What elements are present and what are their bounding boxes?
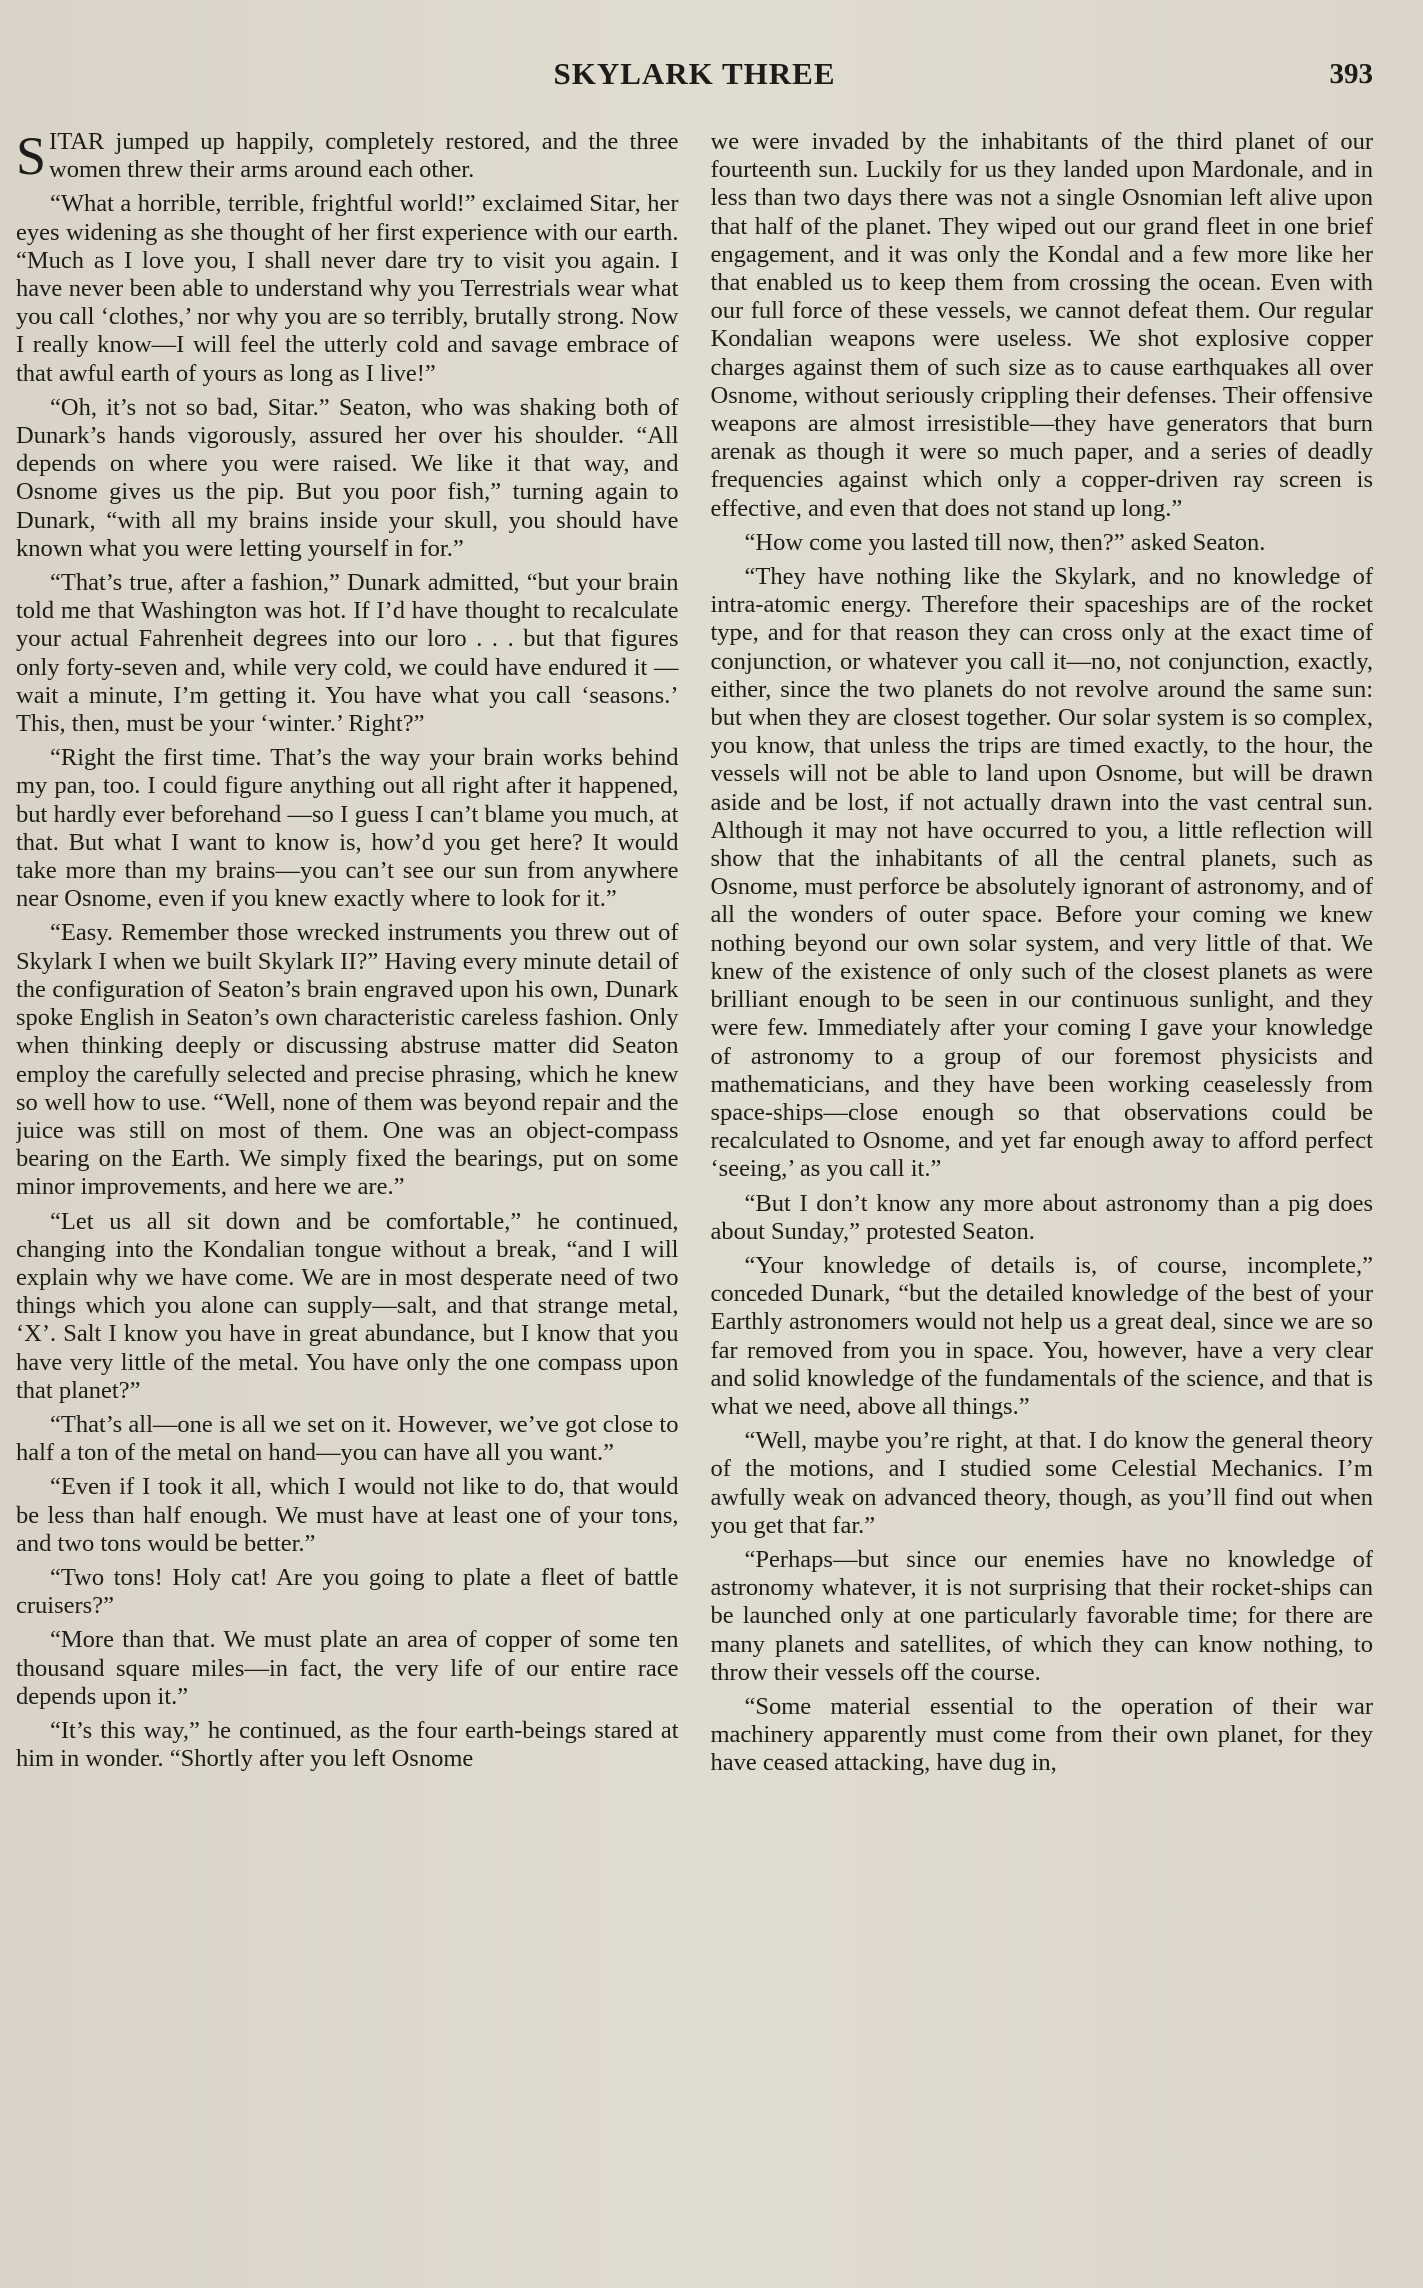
paragraph: “That’s all—one is all we set on it. However, we’ve got close to half a ton of the metal on hand—you can have all you want.” — [16, 1410, 679, 1467]
paragraph: “More than that. We must plate an area of copper of some ten thousand square miles—in fact, the very life of our entire race depends upon it.” — [16, 1626, 679, 1710]
paragraph: we were invaded by the inhabitants of the third planet of our fourteenth sun. Luckily for us they landed upon Mardonale, and in less than two days there was not a single Osnomian left alive upon that half of the planet. They wiped out our grand fleet in one brief engagement, and it was only the Kondal and a few more like her that enabled us to keep them from crossing the ocean. Even with our full force of these vessels, we cannot defeat them. Our regular Kondalian weapons were useless. We shot explosive copper charges against them of such size as to cause earthquakes all over Osnome, without seriously crippling their defenses. Their offensive weapons are almost irresistible—they have generators that burn arenak as though it were so much paper, and a series of deadly frequencies against which only a copper-driven ray screen is effective, and even that does not stand up long.” — [710, 128, 1373, 522]
paragraph: “Some material essential to the operation of their war machinery apparently must come from their own planet, for they have ceased attacking, have dug in, — [710, 1692, 1373, 1777]
paragraph — [16, 128, 679, 184]
page-header — [16, 56, 1373, 106]
paragraph: “Right the first time. That’s the way your brain works behind my pan, too. I could figure anything out all right after it happened, but hardly ever beforehand —so I guess I can’t blame you much, at that. But what I want to know is, how’d you get here? It would take more than my brains—you can’t see our sun from anywhere near Osnome, even if you knew exactly where to look for it.” — [16, 744, 679, 913]
paragraph: “What a horrible, terrible, frightful world!” exclaimed Sitar, her eyes widening as she thought of her first experience with our earth. “Much as I love you, I shall never dare try to visit you again. I have never been able to understand why you Terrestrials wear what you call ‘clothes,’ nor why you are so terribly, brutally strong. Now I really know—I will feel the utterly cold and savage embrace of that awful earth of yours as long as I live!” — [16, 190, 679, 387]
running-title: SKYLARK THREE — [553, 56, 836, 91]
paragraph: “Oh, it’s not so bad, Sitar.” Seaton, who was shaking both of Dunark’s hands vigorously, assured her over his shoulder. “All depends on where you were raised. We like it that way, and Osnome gives us the pip. But you poor fish,” turning again to Dunark, “with all my brains inside your skull, you should have known what you were letting yourself in for.” — [16, 393, 679, 562]
paragraph: “Let us all sit down and be comfortable,” he continued, changing into the Kondalian tongue without a break, “and I will explain why we have come. We are in most desperate need of two things which you alone can supply—salt, and that strange metal, ‘X’. Salt I know you have in great abundance, but I know that you have very little of the metal. You have only the one compass upon that planet?” — [16, 1207, 679, 1404]
paragraph: “Well, maybe you’re right, at that. I do know the general theory of the motions, and I studied some Celestial Mechanics. I’m awfully weak on advanced theory, though, as you’ll find out when you get that far.” — [710, 1427, 1373, 1539]
paragraph: “They have nothing like the Skylark, and no knowledge of intra-atomic energy. Therefore their spaceships are of the rocket type, and for that reason they can cross only at the exact time of conjunction, or whatever you call it—no, not conjunction, exactly, either, since the two planets do not revolve around the same sun: but when they are closest together. Our solar system is so complex, you know, that unless the trips are timed exactly, to the hour, the vessels will not be able to land upon Osnome, but will be drawn aside and be lost, if not actually drawn into the vast central sun. Although it may not have occurred to you, a little reflection will show that the inhabitants of all the central planets, such as Osnome, must perforce be absolutely ignorant of astronomy, and of all the wonders of outer space. Before your coming we knew nothing beyond our own solar system, and very little of that. We knew of the existence of only such of the closest planets as were brilliant enough to be seen in our continuous sunlight, and they were few. Immediately after your coming I gave your knowledge of astronomy to a group of our foremost physicists and mathematicians, and they have been working ceaselessly from space-ships—close enough so that observations could be recalculated to Osnome, and yet far enough away to afford perfect ‘seeing,’ as you call it.” — [710, 563, 1373, 1183]
drop-cap: S — [16, 128, 47, 186]
paragraph: “That’s true, after a fashion,” Dunark admitted, “but your brain told me that Washington was hot. If I’d have thought to recalculate your actual Fahrenheit degrees into our loro . . . but that figures only forty-seven and, while very cold, we could have endured it —wait a minute, I’m getting it. You have what you call ‘seasons.’ This, then, must be your ‘winter.’ Right?” — [16, 569, 679, 738]
text-columns — [16, 128, 1373, 2274]
paragraph: “Two tons! Holy cat! Are you going to plate a fleet of battle cruisers?” — [16, 1563, 679, 1620]
paragraph: “It’s this way,” he continued, as the four earth-beings stared at him in wonder. “Shortly after you left Osnome — [16, 1716, 679, 1773]
paragraph: “How come you lasted till now, then?” asked Seaton. — [744, 528, 1266, 556]
paragraph-text: ITAR jumped up happily, completely restored, and the three women threw their arms around each other. — [49, 128, 679, 184]
paragraph: “Even if I took it all, which I would not like to do, that would be less than half enough. We must have at least one of your tons, and two tons would be better.” — [16, 1473, 679, 1557]
page-number: 393 — [1329, 58, 1373, 90]
paragraph: “Easy. Remember those wrecked instruments you threw out of Skylark I when we built Skylark II?” Having every minute detail of the configuration of Seaton’s brain engraved upon his own, Dunark spoke English in Seaton’s own characteristic careless fashion. Only when thinking deeply or discussing abstruse matter did Seaton employ the carefully selected and precise phrasing, which he knew so well how to use. “Well, none of them was beyond repair and the juice was still on most of them. One was an object-compass bearing on the Earth. We simply fixed the bearings, put on some minor improvements, and here we are.” — [16, 919, 679, 1201]
paragraph: “Perhaps—but since our enemies have no knowledge of astronomy whatever, it is not surprising that their rocket-ships can be launched only at one particularly favorable time; for there are many planets and satellites, of which they can know nothing, to throw their vessels off the course. — [710, 1545, 1373, 1686]
right-column — [711, 128, 1374, 2274]
left-column — [16, 128, 679, 2274]
paragraph: “Your knowledge of details is, of course, incomplete,” conceded Dunark, “but the detailed knowledge of the best of your Earthly astronomers would not help us a great deal, since we are so far removed from you in space. You, however, have a very clear and solid knowledge of the fundamentals of the science, and that is what we need, above all things.” — [710, 1251, 1373, 1420]
paragraph: “But I don’t know any more about astronomy than a pig does about Sunday,” protested Seaton. — [710, 1189, 1373, 1245]
